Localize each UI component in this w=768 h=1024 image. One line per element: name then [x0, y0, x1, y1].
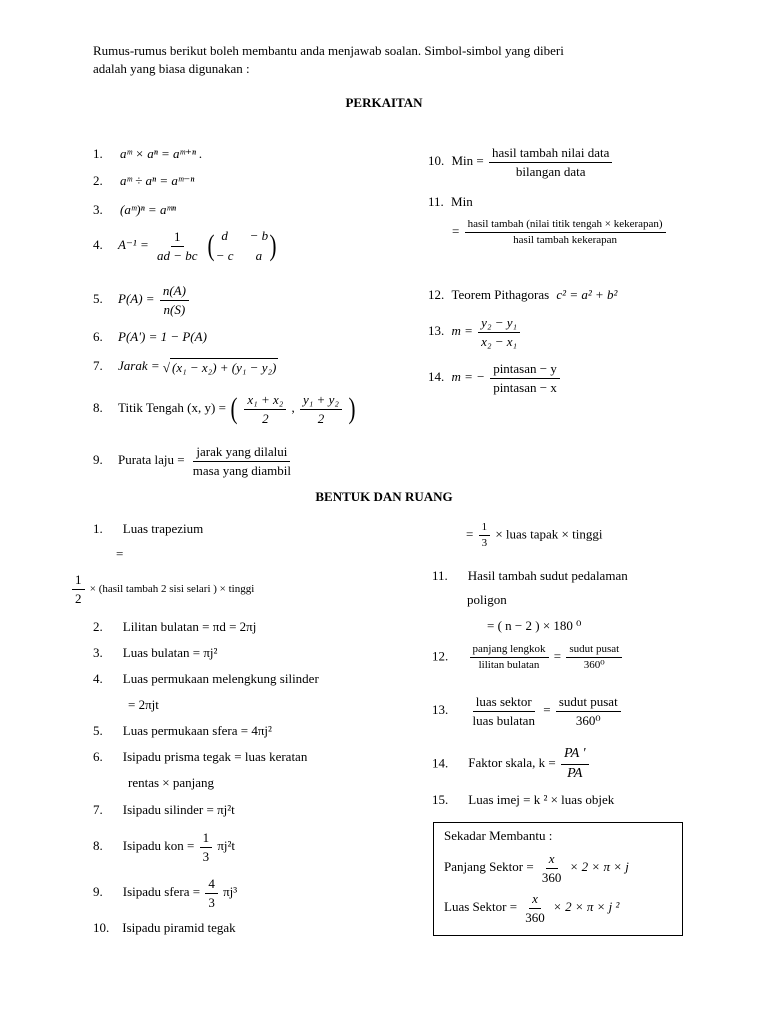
formula-11-grouped-mean: = $\frac{\text{hasil tambah (nilai titik tengah × kekerapan)}}{\text{hasil tambah kekerapan}}$ — [452, 218, 668, 247]
shape-item-11: 11. Hasil tambah sudut pedalaman — [432, 568, 628, 583]
formula-6-complement: 6. P(A') = 1 − P(A) — [93, 329, 207, 344]
formula-4-inverse-matrix: 4. A⁻¹ = $\frac{1}{ad - bc}$ ( d − b − c a ) — [93, 228, 277, 263]
intro-line-2: adalah yang biasa digunakan : — [93, 61, 250, 76]
formula-11-label: 11. Min — [428, 194, 473, 209]
formula-2: 2. aᵐ ÷ aⁿ = aᵐ⁻ⁿ — [93, 173, 195, 188]
shape-item-6-cont: rentas × panjang — [128, 775, 215, 790]
helper-box-title: Sekadar Membantu : — [444, 828, 553, 843]
shape-item-2: 2. Lilitan bulatan = πd = 2πj — [93, 619, 257, 634]
shape-item-8: 8. Isipadu kon = $\frac{1}{3}$ πj²t — [93, 830, 236, 864]
shape-item-15: 15. Luas imej = k ² × luas objek — [432, 792, 615, 807]
shape-item-1-formula: $\frac{1}{2}$ × (hasil tambah 2 sisi selari ) × tinggi — [70, 572, 254, 606]
formula-1: 1. aᵐ × aⁿ = aᵐ⁺ⁿ . — [93, 146, 203, 161]
shape-item-6: 6. Isipadu prisma tegak = luas keratan — [93, 749, 308, 764]
formula-13-gradient: 13. m = $\frac{\text{y₂ − y₁}}{\text{x₂ − x₁}}$ — [428, 315, 522, 349]
shape-item-5: 5. Luas permukaan sfera = 4πj² — [93, 723, 272, 738]
shape-item-14: 14. Faktor skala, k = $\frac{PA '}{PA}$ — [432, 746, 591, 783]
shape-item-10-cont: = $\frac{1}{3}$ × luas tapak × tinggi — [466, 521, 603, 550]
shape-item-11-formula: = ( n − 2 ) × 180 ⁰ — [487, 618, 582, 633]
formula-12-pythagoras: 12. Teorem Pithagoras c² = a² + b² — [428, 287, 618, 302]
helper-sector-length: Panjang Sektor = $\frac{x}{360}$ × 2 × π × j — [444, 851, 629, 885]
shape-item-3: 3. Luas bulatan = πj² — [93, 645, 218, 660]
formula-3: 3. (aᵐ)ⁿ = aᵐⁿ — [93, 202, 176, 217]
shape-item-4-cont: = 2πjt — [128, 697, 159, 712]
formula-9-average-speed: 9. Purata laju = $\frac{\text{jarak yang dilalui}}{\text{masa yang diambil}}$ — [93, 444, 291, 478]
section-heading-perkaitan: PERKAITAN — [345, 95, 423, 110]
formula-8-midpoint: 8. Titik Tengah (x, y) = ( $\frac{\text{x₁ + x₂}}{2}$ , $\frac{\text{y₁ + y₂}}{2}$ ) — [93, 392, 356, 426]
shape-item-13: 13. $\frac{\text{luas sektor}}{\text{luas bulatan}}$ = $\frac{\text{sudut pusat}}{\text{360⁰}}$ — [432, 694, 623, 728]
helper-box — [433, 822, 683, 936]
formula-5-probability: 5. P(A) = $\frac{n(A)}{n(S)}$ — [93, 283, 191, 317]
formula-7-distance: 7. Jarak = √ (x₁ − x₂) + (y₁ − y₂) — [93, 358, 277, 376]
section-heading-bentuk-dan-ruang: BENTUK DAN RUANG — [315, 489, 453, 504]
shape-item-9: 9. Isipadu sfera = $\frac{4}{3}$ πj³ — [93, 876, 238, 910]
shape-item-1-eq: = — [116, 546, 124, 561]
formula-10-mean: 10. Min = $\frac{\text{hasil tambah nilai data}}{\text{bilangan data}}$ — [428, 145, 614, 179]
shape-item-4: 4. Luas permukaan melengkung silinder — [93, 671, 319, 686]
shape-item-10: 10. Isipadu piramid tegak — [93, 920, 236, 935]
formula-14-gradient-intercept: 14. m = − $\frac{\text{pintasan − y}}{\text{pintasan − x}}$ — [428, 361, 562, 395]
shape-item-7: 7. Isipadu silinder = πj²t — [93, 802, 235, 817]
intro-line-1: Rumus-rumus berikut boleh membantu anda menjawab soalan. Simbol-simbol yang diberi — [93, 43, 564, 58]
shape-item-12: 12. $\frac{\text{panjang lengkok}}{\text{lilitan bulatan}}$ = $\frac{\text{sudut pusat}}{\text{360⁰}}$ — [432, 643, 624, 672]
shape-item-11-line2: poligon — [467, 592, 507, 607]
shape-item-1: 1. Luas trapezium — [93, 521, 204, 536]
helper-sector-area: Luas Sektor = $\frac{x}{360}$ × 2 × π × j ² — [444, 891, 620, 925]
